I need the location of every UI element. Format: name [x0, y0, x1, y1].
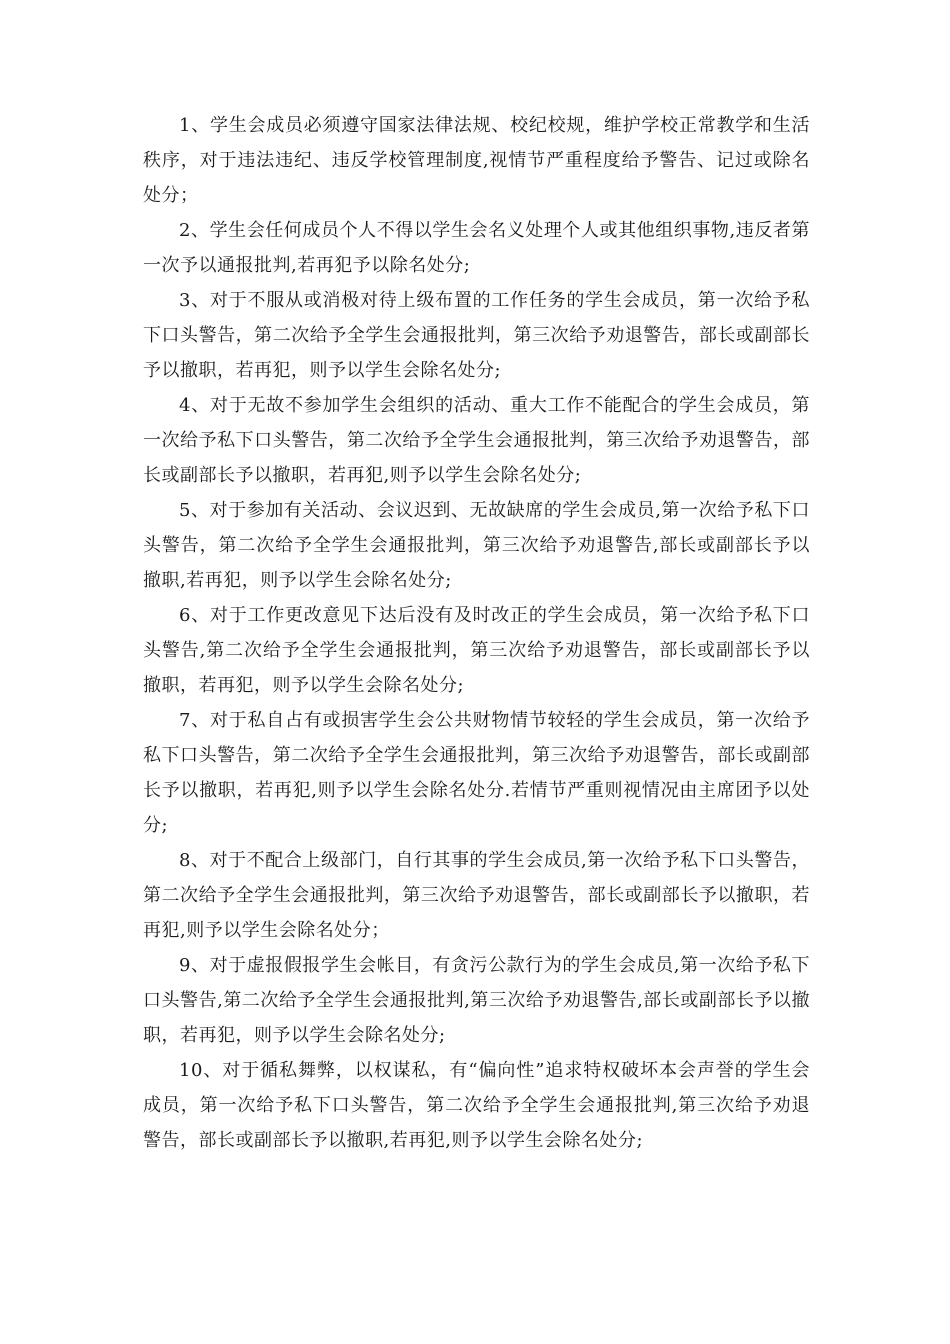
rule-paragraph-5: 5、对于参加有关活动、会议迟到、无故缺席的学生会成员,第一次给予私下口头警告，第二次给予全学生会通报批判，第三次给予劝退警告,部长或副部长予以撤职,若再犯，则予以学生会除名处分;	[143, 500, 810, 591]
rule-paragraph-7: 7、对于私自占有或损害学生会公共财物情节较轻的学生会成员，第一次给予私下口头警告，第二次给予全学生会通报批判，第三次给予劝退警告，部长或副部长予以撤职，若再犯,则予以学生会除名处分.若情节严重则视情况由主席团予以处分;	[143, 710, 810, 836]
rule-paragraph-6: 6、对于工作更改意见下达后没有及时改正的学生会成员，第一次给予私下口头警告,第二次给予全学生会通报批判，第三次给予劝退警告，部长或副部长予以撤职，若再犯，则予以学生会除名处分;	[143, 605, 810, 696]
document-body	[143, 108, 810, 1158]
rule-paragraph-3: 3、对于不服从或消极对待上级布置的工作任务的学生会成员，第一次给予私下口头警告，第二次给予全学生会通报批判，第三次给予劝退警告，部长或副部长予以撤职，若再犯，则予以学生会除名处分;	[143, 290, 810, 381]
rule-paragraph-1: 1、学生会成员必须遵守国家法律法规、校纪校规，维护学校正常教学和生活秩序，对于违法违纪、违反学校管理制度,视情节严重程度给予警告、记过或除名处分；	[143, 115, 810, 206]
rule-paragraph-9: 9、对于虚报假报学生会帐目，有贪污公款行为的学生会成员,第一次给予私下口头警告,第二次给予全学生会通报批判,第三次给予劝退警告,部长或副部长予以撤职，若再犯，则予以学生会除名处分;	[143, 955, 810, 1046]
rule-paragraph-2: 2、学生会任何成员个人不得以学生会名义处理个人或其他组织事物,违反者第一次予以通报批判,若再犯予以除名处分;	[143, 220, 810, 276]
rule-paragraph-10: 10、对于循私舞弊，以权谋私，有“偏向性”追求特权破坏本会声誉的学生会成员，第一次给予私下口头警告，第二次给予全学生会通报批判,第三次给予劝退警告，部长或副部长予以撤职,若再犯,则予以学生会除名处分;	[143, 1060, 810, 1151]
rule-paragraph-4: 4、对于无故不参加学生会组织的活动、重大工作不能配合的学生会成员，第一次给予私下口头警告，第二次给予全学生会通报批判，第三次给予劝退警告，部长或副部长予以撤职，若再犯,则予以学生会除名处分;	[143, 395, 810, 486]
rule-paragraph-8: 8、对于不配合上级部门，自行其事的学生会成员,第一次给予私下口头警告，第二次给予全学生会通报批判，第三次给予劝退警告，部长或副部长予以撤职，若再犯,则予以学生会除名处分；	[143, 850, 810, 941]
